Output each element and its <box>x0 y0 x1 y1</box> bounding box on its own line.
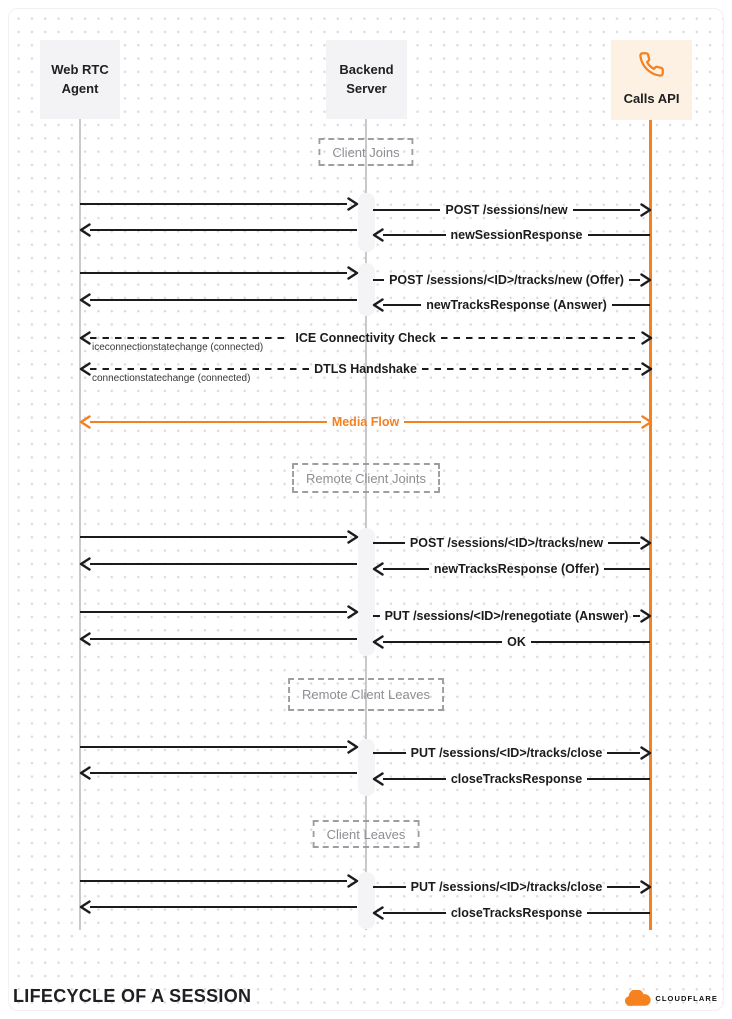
event-note: connectionstatechange (connected) <box>92 373 251 384</box>
phase-box: Remote Client Leaves <box>288 678 444 711</box>
arrow-line <box>573 209 640 211</box>
arrowhead-right <box>639 746 652 760</box>
activation-bar <box>358 739 375 796</box>
message-label: newTracksResponse (Answer) <box>426 298 607 312</box>
arrow-line <box>80 746 347 748</box>
arrow-line <box>404 421 641 423</box>
arrow-line <box>373 209 440 211</box>
arrowhead-right <box>640 415 653 429</box>
message-label: closeTracksResponse <box>450 772 583 786</box>
arrowhead-right <box>346 197 359 211</box>
message-arrow-backend-api <box>373 630 650 654</box>
activation-bar <box>358 193 375 252</box>
arrow-line <box>373 615 380 617</box>
message-arrow-agent-backend <box>80 218 357 242</box>
message-label: PUT /sessions/<ID>/tracks/close <box>410 880 603 894</box>
message-arrow-backend-api <box>373 767 650 791</box>
event-note: iceconnectionstatechange (connected) <box>92 342 264 353</box>
arrowhead-right <box>639 880 652 894</box>
arrowhead-right <box>346 874 359 888</box>
message-arrow-backend-api <box>373 875 650 899</box>
arrow-line <box>608 542 640 544</box>
message-arrow-backend-api <box>373 268 650 292</box>
page-title: LIFECYCLE OF A SESSION <box>13 986 252 1006</box>
arrow-line <box>383 641 502 643</box>
message-arrow-backend-api <box>373 531 650 555</box>
message-arrow-backend-api <box>373 293 650 317</box>
arrow-line <box>383 304 421 306</box>
arrowhead-right <box>639 273 652 287</box>
message-arrow-agent-backend <box>80 869 357 893</box>
arrow-line <box>383 778 446 780</box>
arrow-line <box>90 368 309 370</box>
arrowhead-right <box>639 536 652 550</box>
arrow-line <box>373 279 384 281</box>
arrow-line <box>90 772 357 774</box>
actor-webrtc-agent-label-line2: Agent <box>61 80 99 96</box>
arrow-line <box>604 568 650 570</box>
message-arrow-backend-api <box>373 557 650 581</box>
message-arrow-agent-backend <box>80 735 357 759</box>
activation-bar <box>358 872 375 929</box>
media-flow-arrow <box>80 410 651 434</box>
message-arrow-agent-backend <box>80 552 357 576</box>
arrow-line <box>587 912 650 914</box>
message-arrow-agent-backend <box>80 525 357 549</box>
arrow-line <box>90 337 290 339</box>
message-arrow-agent-backend <box>80 288 357 312</box>
message-arrow-agent-backend <box>80 761 357 785</box>
arrow-line <box>441 337 641 339</box>
arrow-line <box>90 563 357 565</box>
message-arrow-agent-backend <box>80 600 357 624</box>
arrow-line <box>422 368 641 370</box>
arrow-line <box>90 229 357 231</box>
arrowhead-right <box>640 331 653 345</box>
message-label: newSessionResponse <box>450 228 583 242</box>
arrow-line <box>90 638 357 640</box>
actor-webrtc-agent <box>40 40 120 119</box>
arrowhead-right <box>346 605 359 619</box>
cloudflare-wordmark: CLOUDFLARE <box>655 994 718 1003</box>
message-label: POST /sessions/<ID>/tracks/new (Offer) <box>389 273 624 287</box>
message-arrow-backend-api <box>373 198 650 222</box>
arrow-line <box>90 299 357 301</box>
actor-backend-server-label-line1: Backend <box>339 61 394 77</box>
arrowhead-right <box>346 740 359 754</box>
cloudflare-logo <box>624 990 718 1007</box>
arrow-line <box>383 234 446 236</box>
event-label: DTLS Handshake <box>314 362 417 376</box>
arrow-line <box>90 906 357 908</box>
arrow-line <box>588 234 651 236</box>
message-arrow-agent-backend <box>80 261 357 285</box>
phase-box: Client Leaves <box>313 820 420 848</box>
event-label: ICE Connectivity Check <box>295 331 436 345</box>
arrow-line <box>80 536 347 538</box>
message-label: OK <box>507 635 526 649</box>
actor-calls-api <box>611 40 692 120</box>
arrow-line <box>587 778 650 780</box>
message-arrow-backend-api <box>373 223 650 247</box>
arrow-line <box>531 641 650 643</box>
message-label: POST /sessions/<ID>/tracks/new <box>409 536 604 550</box>
message-arrow-backend-api <box>373 741 650 765</box>
message-arrow-agent-backend <box>80 627 357 651</box>
arrow-line <box>612 304 650 306</box>
arrow-line <box>80 272 347 274</box>
actor-webrtc-agent-label-line1: Web RTC <box>51 61 109 77</box>
arrow-line <box>80 611 347 613</box>
message-label: POST /sessions/new <box>445 203 568 217</box>
arrowhead-right <box>639 609 652 623</box>
arrow-line <box>373 886 406 888</box>
actor-calls-api-label: Calls API <box>623 91 680 107</box>
phase-box: Client Joins <box>318 138 413 166</box>
arrow-line <box>607 886 640 888</box>
actor-backend-server-label-line2: Server <box>346 80 387 96</box>
event-label: Media Flow <box>331 415 400 429</box>
arrow-line <box>90 421 327 423</box>
message-label: PUT /sessions/<ID>/tracks/close <box>410 746 603 760</box>
message-label: newTracksResponse (Offer) <box>433 562 600 576</box>
arrow-line <box>607 752 640 754</box>
arrow-line <box>383 912 446 914</box>
arrow-line <box>373 752 406 754</box>
arrow-line <box>383 568 429 570</box>
arrowhead-right <box>346 530 359 544</box>
actor-backend-server <box>326 40 407 119</box>
message-arrow-backend-api <box>373 901 650 925</box>
arrowhead-right <box>639 203 652 217</box>
arrowhead-right <box>640 362 653 376</box>
message-arrow-agent-backend <box>80 895 357 919</box>
message-arrow-backend-api <box>373 604 650 628</box>
arrow-line <box>80 880 347 882</box>
message-arrow-agent-backend <box>80 192 357 216</box>
message-label: closeTracksResponse <box>450 906 583 920</box>
arrowhead-right <box>346 266 359 280</box>
phase-box: Remote Client Joints <box>292 463 440 493</box>
phone-icon <box>638 51 665 78</box>
arrow-line <box>373 542 405 544</box>
message-label: PUT /sessions/<ID>/renegotiate (Answer) <box>384 609 629 623</box>
arrow-line <box>80 203 347 205</box>
cloudflare-cloud-icon <box>624 990 651 1007</box>
